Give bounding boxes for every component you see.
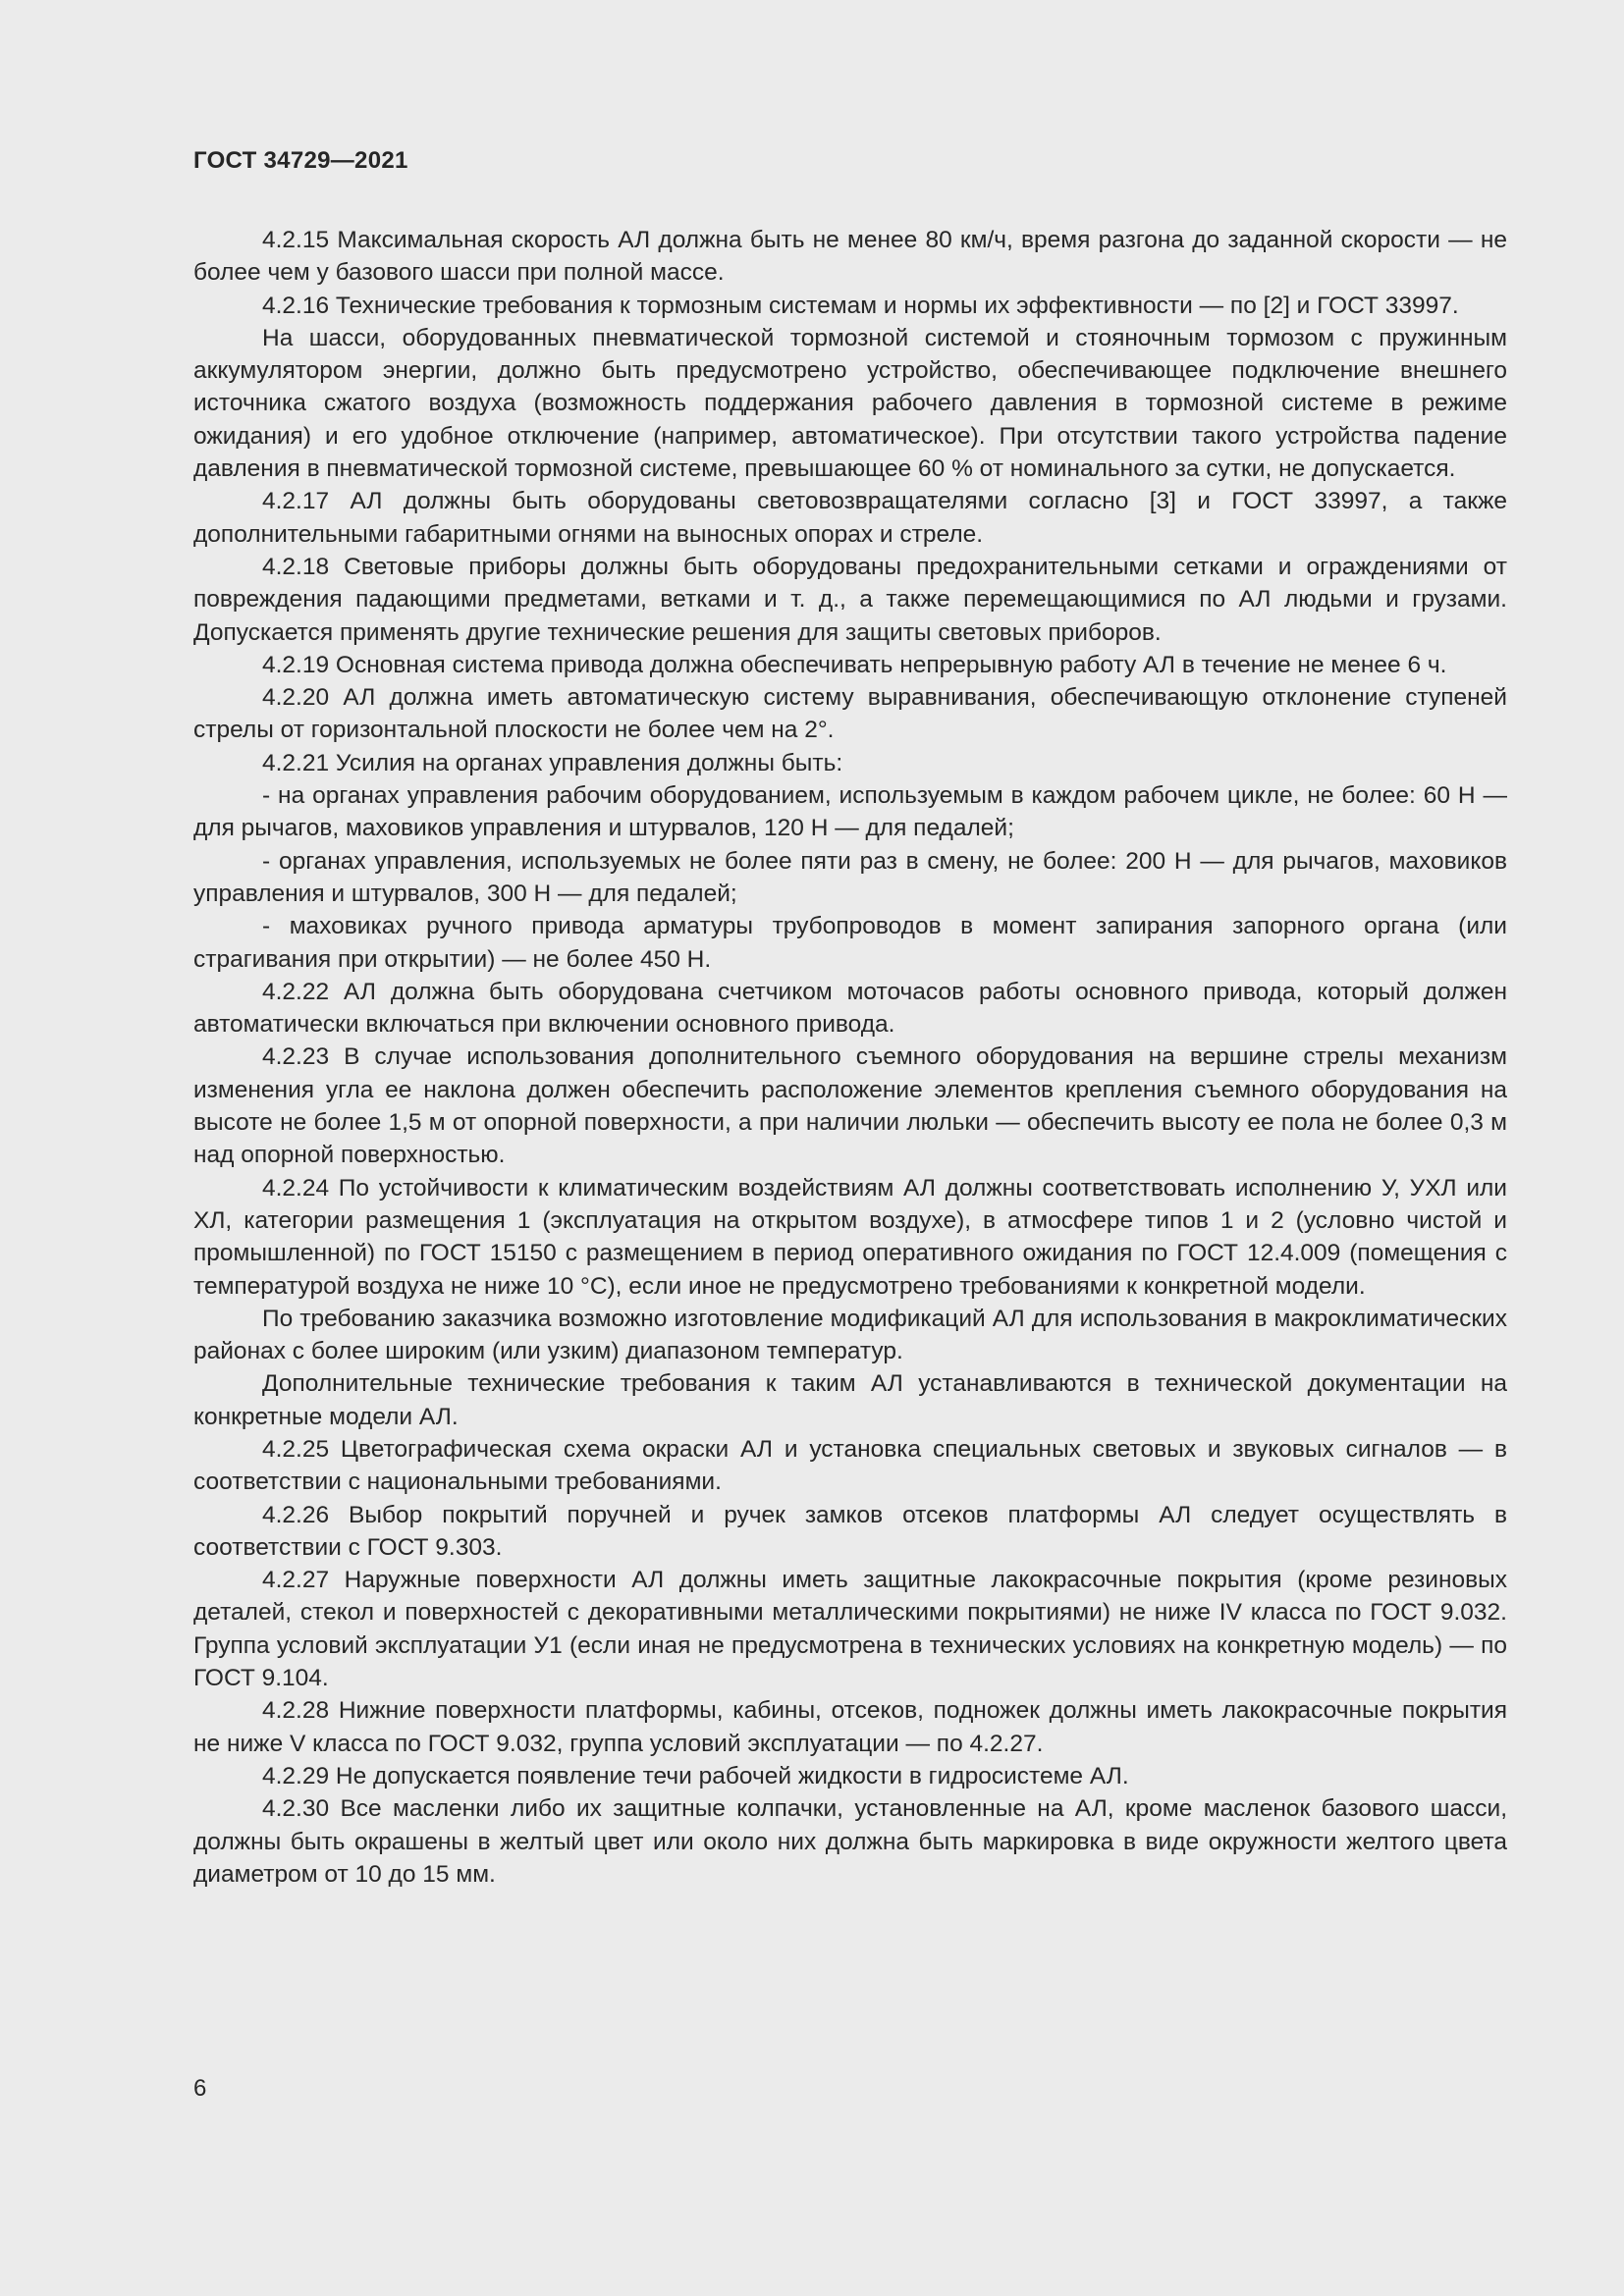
paragraph-4-2-23: 4.2.23 В случае использования дополнительного съемного оборудования на вершине стрелы механизм изменения угла ее наклона должен обеспечить расположение элементов крепления съемного оборудования на высоте не более 1,5 м от опорной поверхности, а при наличии люльки — обеспечить высоту ее пола не более 0,3 м над опорной поверхностью.	[193, 1043, 1507, 1169]
list-item-control-force-1: - на органах управления рабочим оборудованием, используемым в каждом рабочем цикле, не более: 60 Н — для рычагов, маховиков управления и штурвалов, 120 Н — для педалей;	[193, 782, 1507, 842]
paragraph-4-2-29: 4.2.29 Не допускается появление течи рабочей жидкости в гидросистеме АЛ.	[262, 1762, 1129, 1789]
paragraph-4-2-24-additional: Дополнительные технические требования к таким АЛ устанавливаются в технической документации на конкретные модели АЛ.	[193, 1370, 1507, 1430]
paragraph-4-2-25: 4.2.25 Цветографическая схема окраски АЛ и установка специальных световых и звуковых сигналов — в соответствии с национальными требованиями.	[193, 1435, 1507, 1496]
list-item-control-force-2: - органах управления, используемых не более пяти раз в смену, не более: 200 Н — для рычагов, маховиков управления и штурвалов, 300 Н — для педалей;	[193, 847, 1507, 907]
paragraph-4-2-16: 4.2.16 Технические требования к тормозным системам и нормы их эффективности — по [2] и ГОСТ 33997.	[262, 292, 1459, 319]
paragraph-4-2-30: 4.2.30 Все масленки либо их защитные колпачки, установленные на АЛ, кроме масленок базового шасси, должны быть окрашены в желтый цвет или около них должна быть маркировка в виде окружности желтого цвета диаметром от 10 до 15 мм.	[193, 1795, 1507, 1888]
paragraph-4-2-22: 4.2.22 АЛ должна быть оборудована счетчиком моточасов работы основного привода, который должен автоматически включаться при включении основного привода.	[193, 978, 1507, 1039]
paragraph-4-2-15: 4.2.15 Максимальная скорость АЛ должна быть не менее 80 км/ч, время разгона до заданной скорости — не более чем у базового шасси при полной массе.	[193, 227, 1507, 287]
paragraph-4-2-24-customer: По требованию заказчика возможно изготовление модификаций АЛ для использования в макроклиматических районах с более широким (или узким) диапазоном температур.	[193, 1305, 1507, 1365]
paragraph-4-2-26: 4.2.26 Выбор покрытий поручней и ручек замков отсеков платформы АЛ следует осуществлять в соответствии с ГОСТ 9.303.	[193, 1501, 1507, 1561]
paragraph-4-2-16-brakes: На шасси, оборудованных пневматической тормозной системой и стояночным тормозом с пружинным аккумулятором энергии, должно быть предусмотрено устройство, обеспечивающее подключение внешнего источника сжатого воздуха (возможность поддержания рабочего давления в тормозной системе в режиме ожидания) и его удобное отключение (например, автоматическое). При отсутствии такого устройства падение давления в пневматической тормозной системе, превышающее 60 % от номинального за сутки, не допускается.	[193, 324, 1507, 483]
list-item-control-force-3: - маховиках ручного привода арматуры трубопроводов в момент запирания запорного органа (или страгивания при открытии) — не более 450 Н.	[193, 913, 1507, 973]
paragraph-4-2-21: 4.2.21 Усилия на органах управления должны быть:	[262, 749, 843, 776]
paragraph-4-2-18: 4.2.18 Световые приборы должны быть оборудованы предохранительными сетками и ограждениями от повреждения падающими предметами, ветками и т. д., а также перемещающимися по АЛ людьми и грузами. Допускается применять другие технические решения для защиты световых приборов.	[193, 553, 1507, 646]
document-body	[193, 224, 1507, 1891]
paragraph-4-2-24: 4.2.24 По устойчивости к климатическим воздействиям АЛ должны соответствовать исполнению У, УХЛ или ХЛ, категории размещения 1 (эксплуатация на открытом воздухе), в атмосфере типов 1 и 2 (условно чистой и промышленной) по ГОСТ 15150 с размещением в период оперативного ожидания по ГОСТ 12.4.009 (помещения с температурой воздуха не ниже 10 °С), если иное не предусмотрено требованиями к конкретной модели.	[193, 1174, 1507, 1300]
paragraph-4-2-28: 4.2.28 Нижние поверхности платформы, кабины, отсеков, подножек должны иметь лакокрасочные покрытия не ниже V класса по ГОСТ 9.032, группа условий эксплуатации — по 4.2.27.	[193, 1697, 1507, 1757]
page-number: 6	[193, 2075, 207, 2102]
document-header: ГОСТ 34729—2021	[193, 147, 408, 174]
paragraph-4-2-27: 4.2.27 Наружные поверхности АЛ должны иметь защитные лакокрасочные покрытия (кроме резиновых деталей, стекол и поверхностей с декоративными металлическими покрытиями) не ниже IV класса по ГОСТ 9.032. Группа условий эксплуатации У1 (если иная не предусмотрена в технических условиях на конкретную модель) — по ГОСТ 9.104.	[193, 1567, 1507, 1692]
paragraph-4-2-20: 4.2.20 АЛ должна иметь автоматическую систему выравнивания, обеспечивающую отклонение ступеней стрелы от горизонтальной плоскости не более чем на 2°.	[193, 684, 1507, 744]
paragraph-4-2-19: 4.2.19 Основная система привода должна обеспечивать непрерывную работу АЛ в течение не менее 6 ч.	[262, 651, 1447, 678]
paragraph-4-2-17: 4.2.17 АЛ должны быть оборудованы световозвращателями согласно [3] и ГОСТ 33997, а также дополнительными габаритными огнями на выносных опорах и стреле.	[193, 488, 1507, 548]
